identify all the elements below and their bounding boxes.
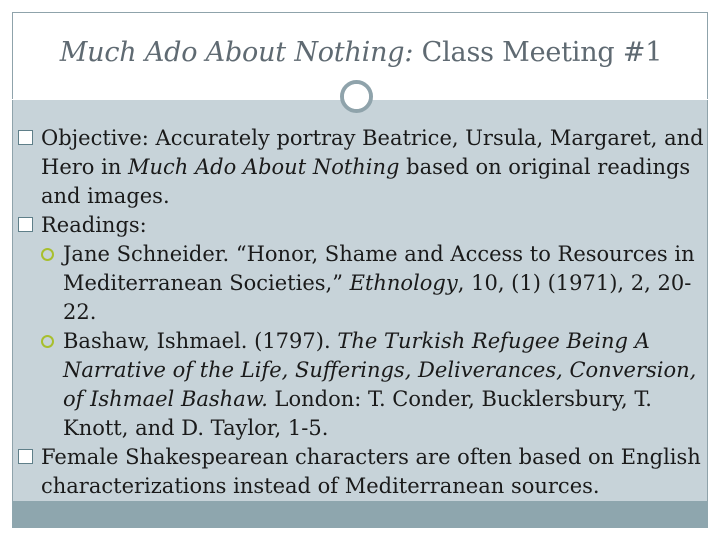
sub-bullet-text-italic: Ethnology [349,271,458,295]
sub-bullet-schneider [18,240,708,327]
bullet-text-italic: Much Ado About Nothing [128,155,400,179]
bullet-objective [18,124,708,211]
circle-bullet-icon [41,335,54,348]
bullet-text: Objective: Accurately portray Beatrice, Ursula, Margaret, and Hero in [41,126,704,179]
bullet-readings [18,211,708,240]
square-bullet-icon [18,217,33,232]
bullet-text: Readings: [41,213,147,237]
circle-bullet-icon [41,248,54,261]
title-italic-part: Much Ado About Nothing: [59,37,414,68]
sub-bullet-text: Jane Schneider. “Honor, Shame and Access to Resources in Mediterranean Societies,” [63,242,695,295]
circle-ornament-center [344,84,369,109]
sub-bullet-text-italic: The Turkish Refugee Being A Narrative of the Life, Sufferings, Deliverances, Conversion, of Ishmael Bashaw. [63,329,697,411]
slide-title [13,37,709,68]
sub-bullet-text: London: T. Conder, Bucklersbury, T. Knott, and D. Taylor, 1-5. [63,387,652,440]
bullet-female-characters [18,443,708,501]
square-bullet-icon [18,449,33,464]
bullet-list [18,124,708,501]
sub-bullet-text: , 10, (1) (1971), 2, 20-22. [63,271,692,324]
title-plain-part: Class Meeting #1 [413,37,663,68]
bullet-text: based on original readings and images. [41,155,691,208]
sub-bullet-bashaw [18,327,708,443]
bullet-text: Female Shakespearean characters are often based on English characterizations instead of Mediterranean sources. [41,445,701,498]
footer-bar [12,501,708,528]
sub-bullet-text: Bashaw, Ishmael. (1797). [63,329,338,353]
square-bullet-icon [18,130,33,145]
